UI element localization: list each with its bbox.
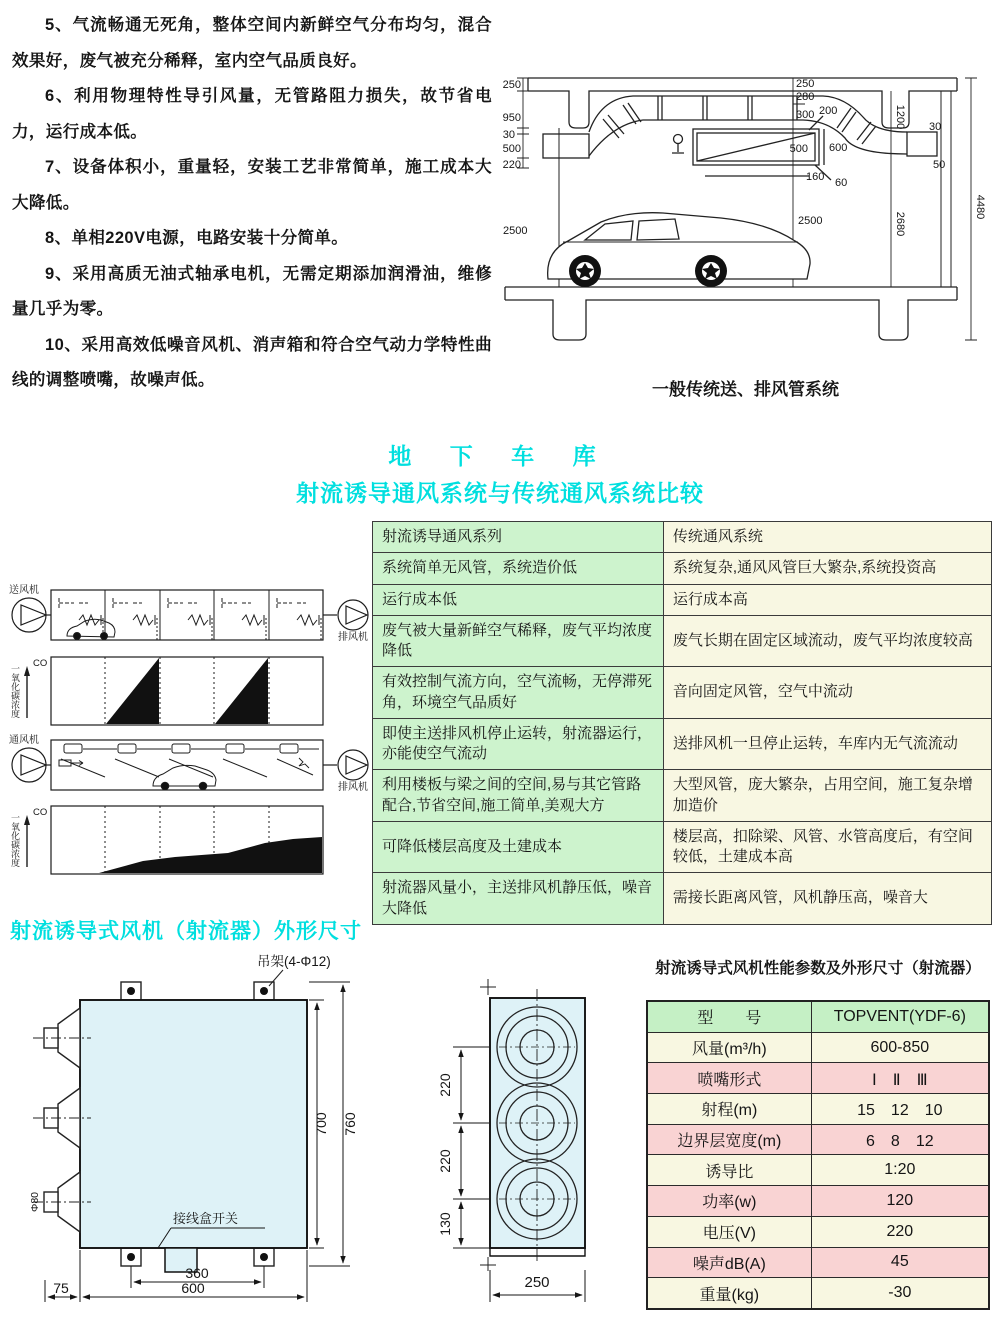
dim-130: 130: [437, 1212, 453, 1236]
jet-fan-side-view: [425, 975, 640, 1324]
table-row: 重量(kg) -30: [647, 1278, 989, 1309]
dim-label: 4480: [974, 194, 986, 220]
dim-label: 160: [806, 171, 825, 183]
ventilation-schematics: [3, 560, 369, 920]
table-row: 喷嘴形式 Ⅰ Ⅱ Ⅲ: [647, 1063, 989, 1094]
table-row: 射流器风量小，主送排风机静压低，噪音大降低 需接长距离风管，风机静压高，噪音大: [373, 873, 992, 925]
dim-label: 950: [502, 112, 521, 124]
traditional-system-cell: 传统通风系统: [663, 522, 991, 553]
dimensions-section-title: 射流诱导式风机（射流器）外形尺寸: [10, 920, 362, 943]
params-table-title: 射流诱导式风机性能参数及外形尺寸（射流器）: [655, 960, 981, 977]
dim-label: 500: [789, 143, 808, 155]
table-row: 系统简单无风管，系统造价低 系统复杂,通风风管巨大繁杂,系统投资高: [373, 553, 992, 584]
heading-line1: 地 下 车 库: [388, 443, 612, 469]
dim-dia80: Φ80: [29, 1191, 41, 1213]
dim-label: 60: [835, 177, 848, 189]
table-row: [647, 1001, 989, 1032]
heading-line2: 射流诱导通风系统与传统通风系统比较: [296, 480, 704, 506]
table-row: 废气被大量新鲜空气稀释，废气平均浓度降低 废气长期在固定区域流动，废气平均浓度较高: [373, 615, 992, 667]
table-row: 风量(m³/h) 600-850: [647, 1032, 989, 1063]
paragraph-9: 9、采用高质无油式轴承电机，无需定期添加润滑油，维修量几乎为零。: [12, 264, 492, 318]
paragraph-6: 6、利用物理特性导引风量，无管路阻力损失，故节省电力，运行成本低。: [12, 87, 492, 141]
exhaust-fan-label: 排风机: [338, 632, 368, 643]
dim-label: 2500: [503, 225, 528, 237]
dim-label: 1200: [894, 104, 906, 130]
co-axis-label: 一氧化碳浓度: [10, 813, 20, 867]
table-row: 有效控制气流方向，空气流畅，无停滞死角，环境空气品质好 音向固定风管，空气中流动: [373, 667, 992, 719]
dim-250: 250: [524, 1274, 550, 1291]
table-row: 噪声dB(A) 45: [647, 1247, 989, 1278]
co-label: CO: [33, 807, 48, 818]
dim-label: 250: [502, 79, 521, 91]
table-row: 电压(V) 220: [647, 1216, 989, 1247]
dim-label: 600: [829, 142, 848, 154]
junction-box-label: 接线盒开关: [173, 1211, 239, 1226]
table-row: 诱导比 1:20: [647, 1155, 989, 1186]
dim-75: 75: [53, 1280, 69, 1296]
co-axis-label: 一氧化碳浓度: [10, 664, 20, 718]
param-label: 型 号: [647, 1001, 811, 1032]
paragraph-8: 8、单相220V电源，电路安装十分简单。: [45, 229, 349, 247]
table-row: 运行成本低 运行成本高: [373, 584, 992, 615]
supply-fan-label: 送风机: [9, 585, 39, 596]
dim-220b: 220: [437, 1149, 453, 1173]
paragraph-10: 10、采用高效低噪音风机、消声箱和符合空气动力学特性曲线的调整喷嘴，故噪声低。: [12, 335, 492, 389]
table-row: 射程(m) 15 12 10: [647, 1094, 989, 1125]
paragraph-7: 7、设备体积小，重量轻，安装工艺非常简单，施工成本大大降低。: [12, 158, 492, 212]
table-row: 利用楼板与梁之间的空间,易与其它管路配合,节省空间,施工简单,美观大方 大型风管，庞大繁杂，占用空间，施工复杂增加造价: [373, 770, 992, 822]
traditional-duct-caption: 一般传统送、排风管系统: [652, 380, 839, 399]
table-row: 功率(w) 120: [647, 1186, 989, 1217]
comparison-table: [372, 521, 992, 925]
dim-label: 280: [796, 91, 815, 103]
dim-220a: 220: [437, 1073, 453, 1097]
params-table: [646, 1000, 990, 1310]
dim-label: 220: [502, 159, 521, 171]
dim-label: 300: [796, 109, 815, 121]
dim-label: 500: [502, 143, 521, 155]
traditional-duct-diagram: [493, 72, 998, 374]
co-label: CO: [33, 658, 48, 669]
table-row: 边界层宽度(m) 6 8 12: [647, 1124, 989, 1155]
dim-760: 760: [342, 1112, 358, 1136]
vent-fan-label: 通风机: [9, 735, 39, 746]
intro-paragraphs: [12, 8, 492, 399]
table-row: 可降低楼层高度及土建成本 楼层高，扣除梁、风管、水管高度后，有空间较低，土建成本高: [373, 821, 992, 873]
dim-label: 250: [796, 78, 815, 90]
paragraph-5: 5、气流畅通无死角，整体空间内新鲜空气分布均匀，混合效果好，废气被充分稀释，室内空气品质良好。: [12, 16, 492, 70]
dim-label: 200: [819, 105, 838, 117]
exhaust-fan-label: 排风机: [338, 782, 368, 793]
dim-label: 50: [933, 159, 946, 171]
section-heading: [0, 438, 1000, 508]
dim-label: 30: [929, 121, 942, 133]
dim-label: 2680: [894, 211, 906, 237]
dim-600: 600: [181, 1280, 205, 1296]
jet-system-cell: 射流诱导通风系列: [373, 522, 664, 553]
table-row: [373, 522, 992, 553]
table-row: 即使主送排风机停止运转，射流器运行，亦能使空气流动 送排风机一旦停止运转，车库内无气流流动: [373, 718, 992, 770]
dim-label: 30: [502, 129, 515, 141]
hanger-label: 吊架(4-Φ12): [257, 954, 331, 969]
jet-fan-front-view: [25, 950, 430, 1322]
dim-700: 700: [313, 1112, 329, 1136]
dim-360: 360: [185, 1265, 209, 1281]
dim-label: 2500: [798, 215, 823, 227]
param-value: TOPVENT(YDF-6): [811, 1001, 989, 1032]
